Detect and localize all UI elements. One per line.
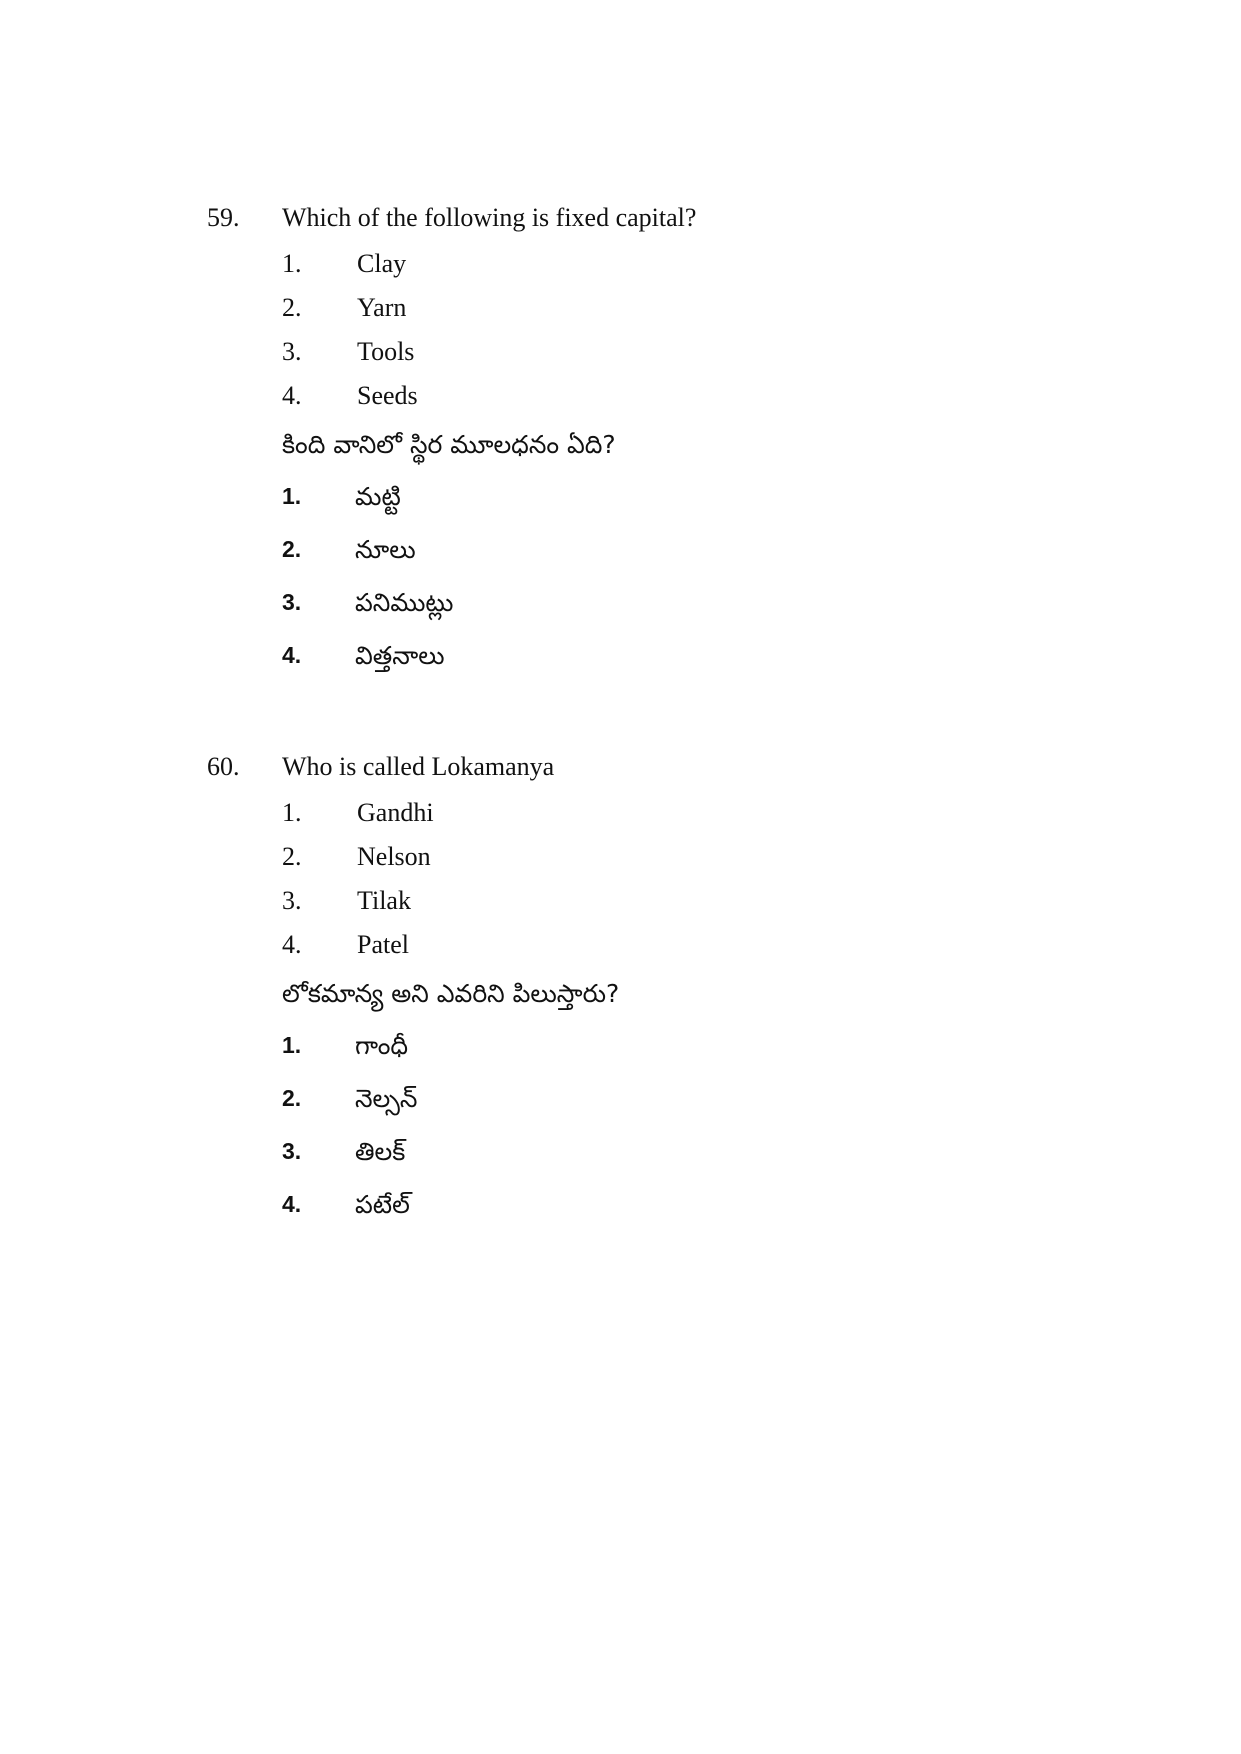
option-number: 2.	[282, 842, 302, 871]
option-text: Patel	[357, 930, 409, 959]
option-en-2	[0, 835, 1241, 879]
option-number: 1.	[282, 483, 302, 509]
option-text: Nelson	[357, 842, 431, 871]
option-te-2	[0, 523, 1241, 576]
option-number: 2.	[282, 293, 302, 322]
option-te-1	[0, 1019, 1241, 1072]
option-number: 2.	[282, 1085, 302, 1111]
option-en-1	[0, 791, 1241, 835]
question-text-te: కింది వానిలో స్థిర మూలధనం ఏది?	[282, 430, 616, 459]
option-number: 4.	[282, 1191, 302, 1217]
option-en-3	[0, 879, 1241, 923]
option-number: 3.	[282, 1138, 302, 1164]
option-text: పటేల్	[355, 1190, 410, 1219]
question-text-en: Who is called Lokamanya	[282, 752, 555, 781]
option-te-3	[0, 1125, 1241, 1178]
option-number: 1.	[282, 798, 302, 827]
option-te-4	[0, 1178, 1241, 1231]
option-text: తిలక్	[355, 1137, 406, 1166]
option-text: Gandhi	[357, 798, 434, 827]
option-number: 2.	[282, 536, 302, 562]
option-te-1	[0, 470, 1241, 523]
option-te-3	[0, 576, 1241, 629]
option-number: 4.	[282, 930, 302, 959]
options-te	[0, 470, 1241, 682]
option-text: గాంధీ	[355, 1031, 409, 1060]
question-stem-en	[0, 194, 1241, 242]
option-number: 3.	[282, 337, 302, 366]
option-en-4	[0, 374, 1241, 418]
question-text-en: Which of the following is fixed capital?	[282, 203, 697, 232]
option-en-2	[0, 286, 1241, 330]
option-te-4	[0, 629, 1241, 682]
options-te	[0, 1019, 1241, 1231]
option-text: విత్తనాలు	[355, 641, 445, 670]
option-text: నూలు	[355, 535, 416, 564]
option-text: Tools	[357, 337, 415, 366]
option-en-4	[0, 923, 1241, 967]
option-te-2	[0, 1072, 1241, 1125]
option-text: పనిముట్లు	[355, 588, 454, 617]
options-en	[0, 791, 1241, 967]
question-stem-en	[0, 743, 1241, 791]
option-text: Clay	[357, 249, 407, 278]
option-text: మట్టి	[355, 482, 401, 511]
question-number: 60.	[207, 752, 240, 781]
question-60	[0, 743, 1241, 1231]
option-number: 1.	[282, 1032, 302, 1058]
question-59	[0, 194, 1241, 682]
option-text: Yarn	[357, 293, 407, 322]
option-text: Tilak	[357, 886, 411, 915]
options-en	[0, 242, 1241, 418]
question-text-te: లోకమాన్య అని ఎవరిని పిలుస్తారు?	[282, 979, 620, 1008]
question-stem-te	[0, 969, 1241, 1019]
option-en-3	[0, 330, 1241, 374]
option-en-1	[0, 242, 1241, 286]
option-number: 1.	[282, 249, 302, 278]
option-number: 4.	[282, 642, 302, 668]
option-number: 3.	[282, 589, 302, 615]
question-number: 59.	[207, 203, 240, 232]
option-number: 3.	[282, 886, 302, 915]
option-number: 4.	[282, 381, 302, 410]
option-text: నెల్సన్	[355, 1084, 418, 1113]
option-text: Seeds	[357, 381, 418, 410]
question-stem-te	[0, 420, 1241, 470]
